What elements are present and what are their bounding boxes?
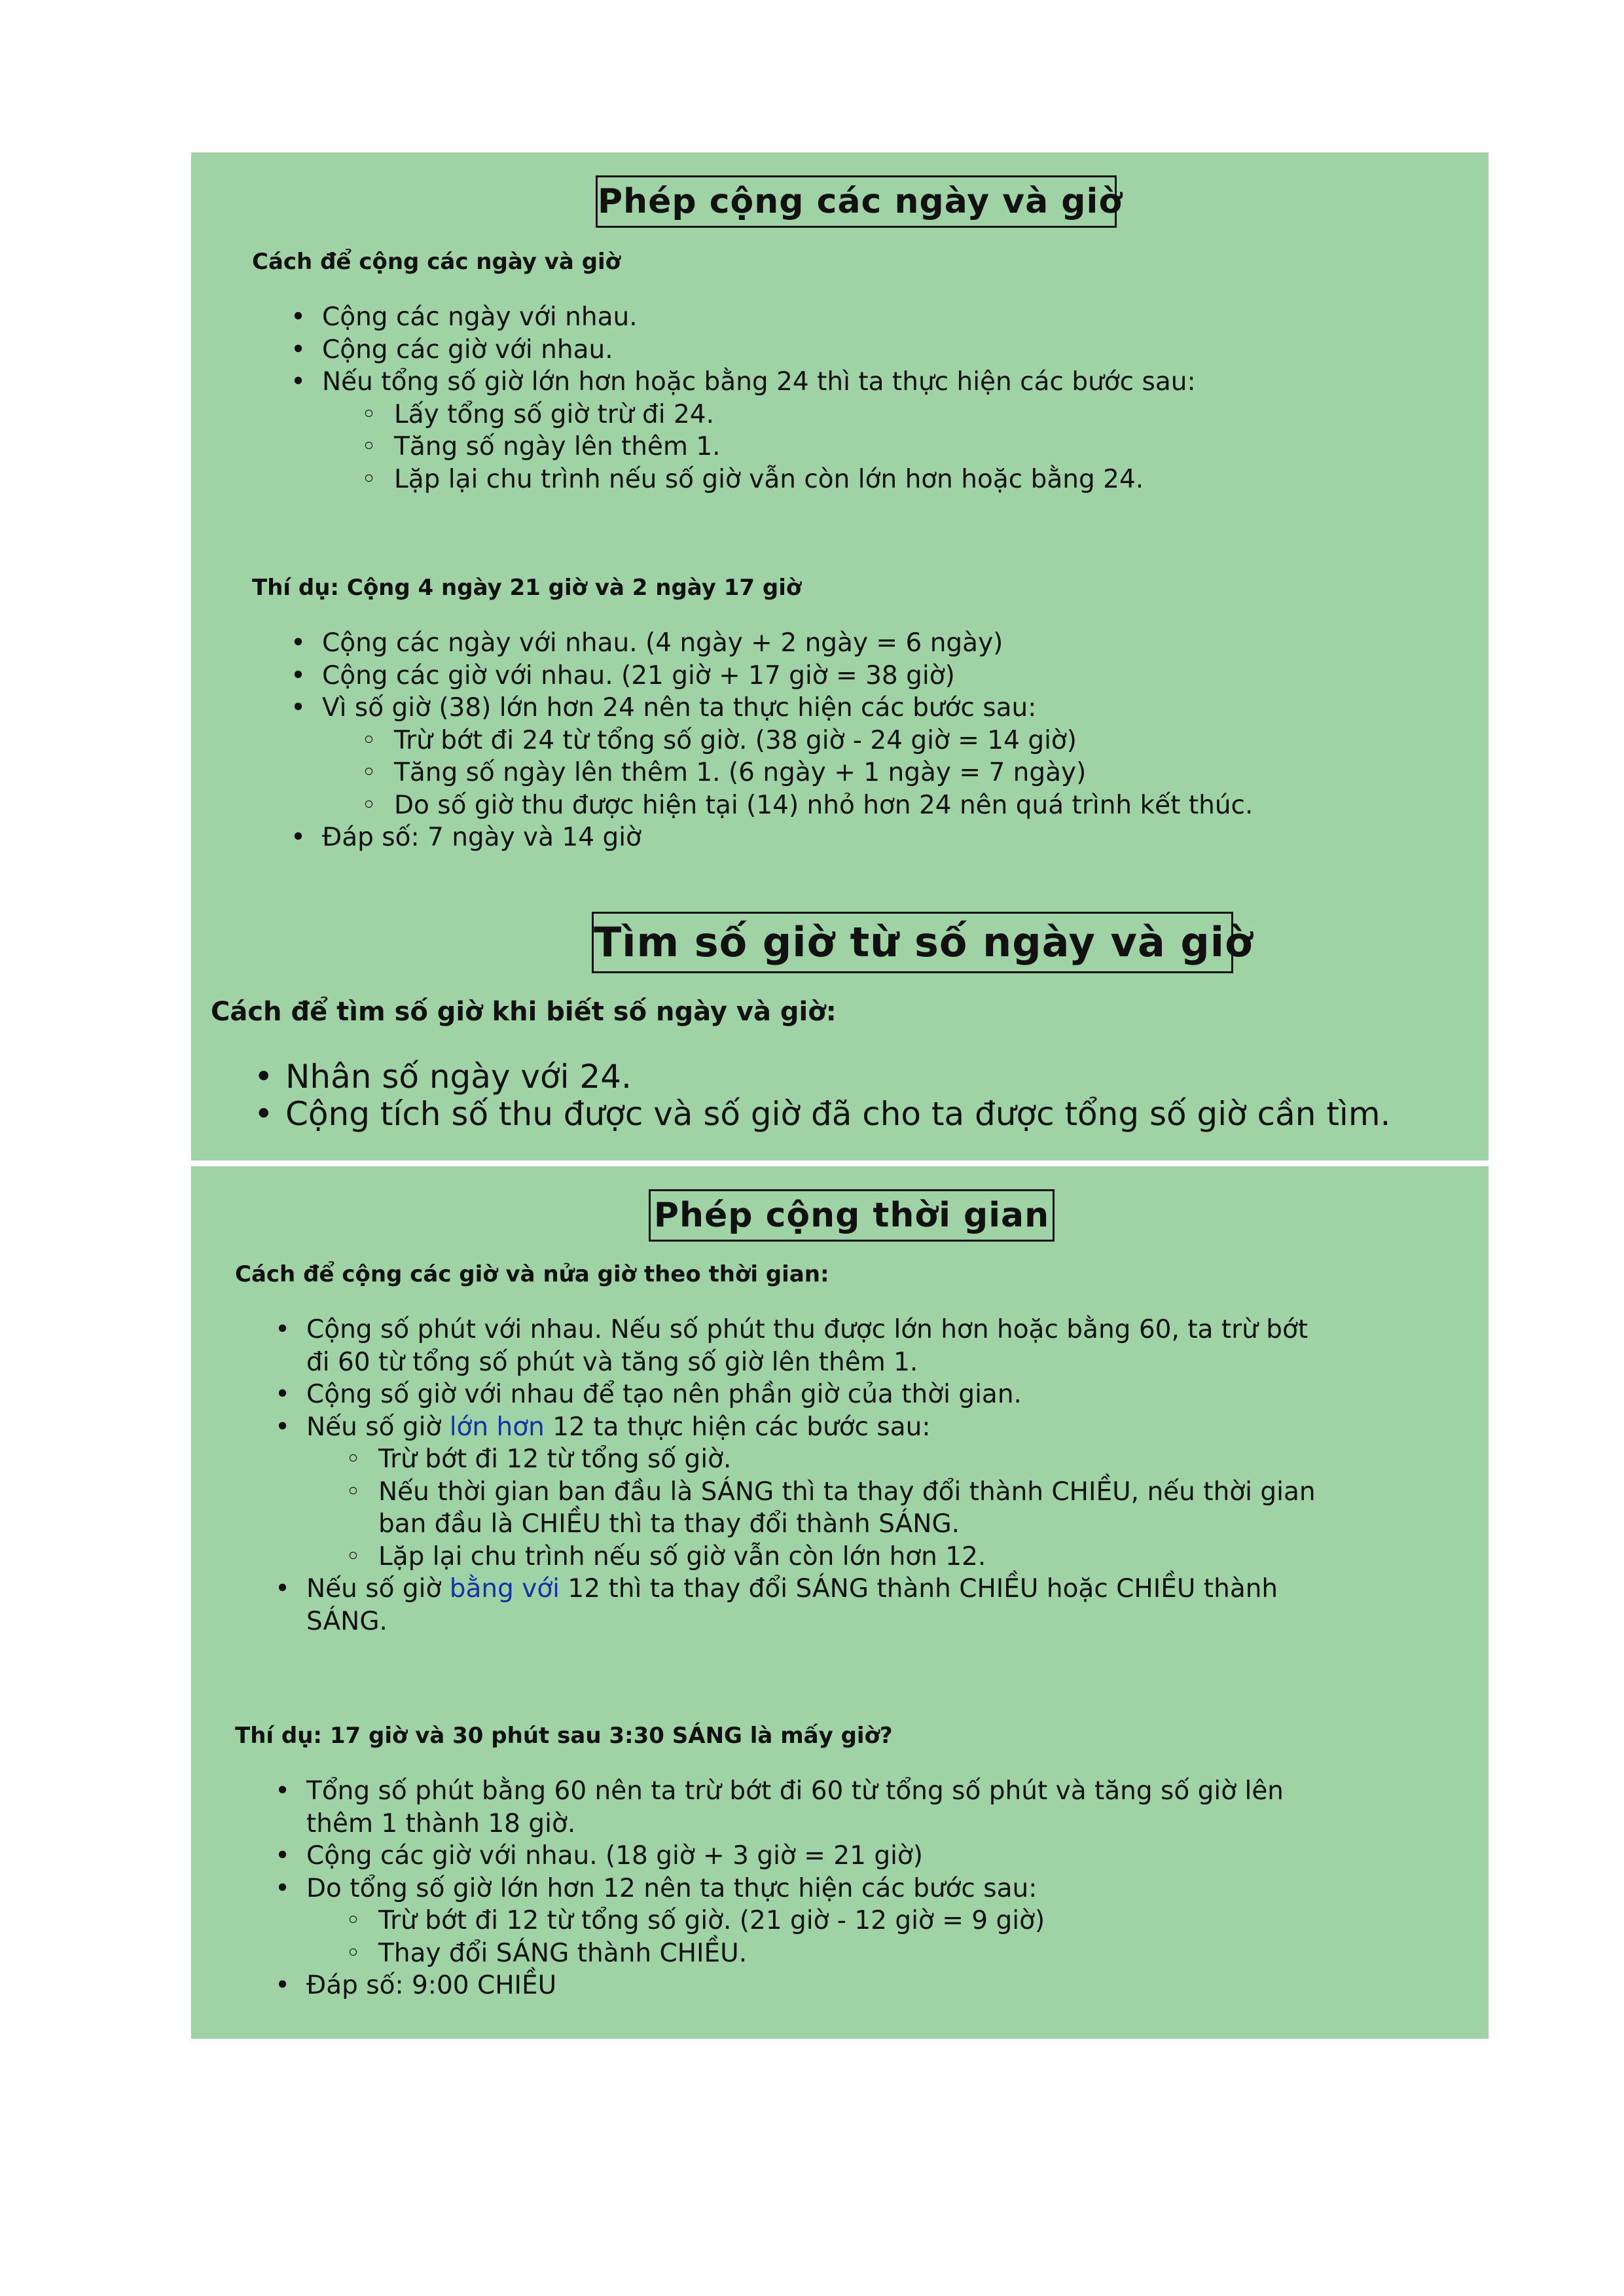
sub-list-item: ◦ Trừ bớt đi 12 từ tổng số giờ. (275, 1443, 1316, 1476)
list-item: • Nếu tổng số giờ lớn hơn hoặc bằng 24 thì ta thực hiện các bước sau: (291, 366, 1196, 399)
example-label: Thí dụ: Cộng 4 ngày 21 giờ và 2 ngày 17 giờ (252, 575, 802, 601)
answer: • Đáp số: 9:00 CHIỀU (275, 1969, 1284, 2002)
list-item: • Cộng tích số thu được và số giờ đã cho ta được tổng số giờ cần tìm. (254, 1096, 1390, 1133)
section-title-add-time: Phép cộng thời gian (649, 1189, 1055, 1242)
method-steps-list (291, 301, 1196, 495)
example-steps-list (275, 1775, 1284, 2002)
list-item: • Cộng các giờ với nhau. (18 giờ + 3 giờ = 21 giờ) (275, 1840, 1284, 1873)
sub-list-item: ◦ Thay đổi SÁNG thành CHIỀU. (275, 1937, 1284, 1970)
list-item: • Cộng số phút với nhau. Nếu số phút thu được lớn hơn hoặc bằng 60, ta trừ bớt đi 60 từ tổng số phút và tăng số giờ lên thêm 1. (275, 1314, 1316, 1378)
sub-list-item: ◦ Lặp lại chu trình nếu số giờ vẫn còn lớn hơn 12. (275, 1541, 1316, 1573)
example-steps-list (291, 627, 1253, 854)
section-title-hours-from-days: Tìm số giờ từ số ngày và giờ (592, 912, 1233, 973)
sub-list-item: ◦ Nếu thời gian ban đầu là SÁNG thì ta thay đổi thành CHIỀU, nếu thời gian ban đầu là CHIỀU thì ta thay đổi thành SÁNG. (275, 1476, 1316, 1541)
sub-list-item: ◦ Tăng số ngày lên thêm 1. (291, 431, 1196, 463)
list-item: • Nếu số giờ lớn hơn 12 ta thực hiện các bước sau: (275, 1411, 1316, 1444)
panel-add-time (191, 1166, 1489, 2039)
method-steps-list (254, 1058, 1390, 1133)
link-greater-than[interactable]: lớn hơn (449, 1412, 545, 1442)
sub-list-item: ◦ Do số giờ thu được hiện tại (14) nhỏ hơn 24 nên quá trình kết thúc. (291, 789, 1253, 822)
list-item: • Cộng các ngày với nhau. (4 ngày + 2 ngày = 6 ngày) (291, 627, 1253, 660)
sub-list-item: ◦ Tăng số ngày lên thêm 1. (6 ngày + 1 ngày = 7 ngày) (291, 757, 1253, 789)
example-label: Thí dụ: 17 giờ và 30 phút sau 3:30 SÁNG là mấy giờ? (235, 1723, 893, 1749)
sub-list-item: ◦ Lặp lại chu trình nếu số giờ vẫn còn lớn hơn hoặc bằng 24. (291, 463, 1196, 496)
method-steps-list (275, 1314, 1316, 1638)
method-label: Cách để tìm số giờ khi biết số ngày và giờ: (211, 997, 837, 1027)
method-label: Cách để cộng các ngày và giờ (252, 249, 621, 275)
list-item: • Nhân số ngày với 24. (254, 1058, 1390, 1096)
list-item: • Cộng các giờ với nhau. (21 giờ + 17 giờ = 38 giờ) (291, 660, 1253, 692)
sub-list-item: ◦ Lấy tổng số giờ trừ đi 24. (291, 399, 1196, 431)
sub-list-item: ◦ Trừ bớt đi 24 từ tổng số giờ. (38 giờ - 24 giờ = 14 giờ) (291, 725, 1253, 757)
list-item: • Cộng số giờ với nhau để tạo nên phần giờ của thời gian. (275, 1378, 1316, 1411)
panel-days-hours (191, 152, 1489, 1160)
method-label: Cách để cộng các giờ và nửa giờ theo thời gian: (235, 1261, 829, 1287)
section-title-add-days-hours: Phép cộng các ngày và giờ (596, 175, 1117, 228)
sub-list-item: ◦ Trừ bớt đi 12 từ tổng số giờ. (21 giờ - 12 giờ = 9 giờ) (275, 1905, 1284, 1937)
list-item: • Do tổng số giờ lớn hơn 12 nên ta thực hiện các bước sau: (275, 1873, 1284, 1905)
list-item: • Vì số giờ (38) lớn hơn 24 nên ta thực hiện các bước sau: (291, 692, 1253, 725)
list-item: • Tổng số phút bằng 60 nên ta trừ bớt đi 60 từ tổng số phút và tăng số giờ lên thêm 1 thành 18 giờ. (275, 1775, 1284, 1840)
list-item: • Cộng các ngày với nhau. (291, 301, 1196, 334)
link-equal-to[interactable]: bằng với (449, 1574, 560, 1604)
list-item: • Cộng các giờ với nhau. (291, 334, 1196, 367)
list-item: • Nếu số giờ bằng với 12 thì ta thay đổi SÁNG thành CHIỀU hoặc CHIỀU thành SÁNG. (275, 1573, 1316, 1638)
answer: • Đáp số: 7 ngày và 14 giờ (291, 821, 1253, 854)
